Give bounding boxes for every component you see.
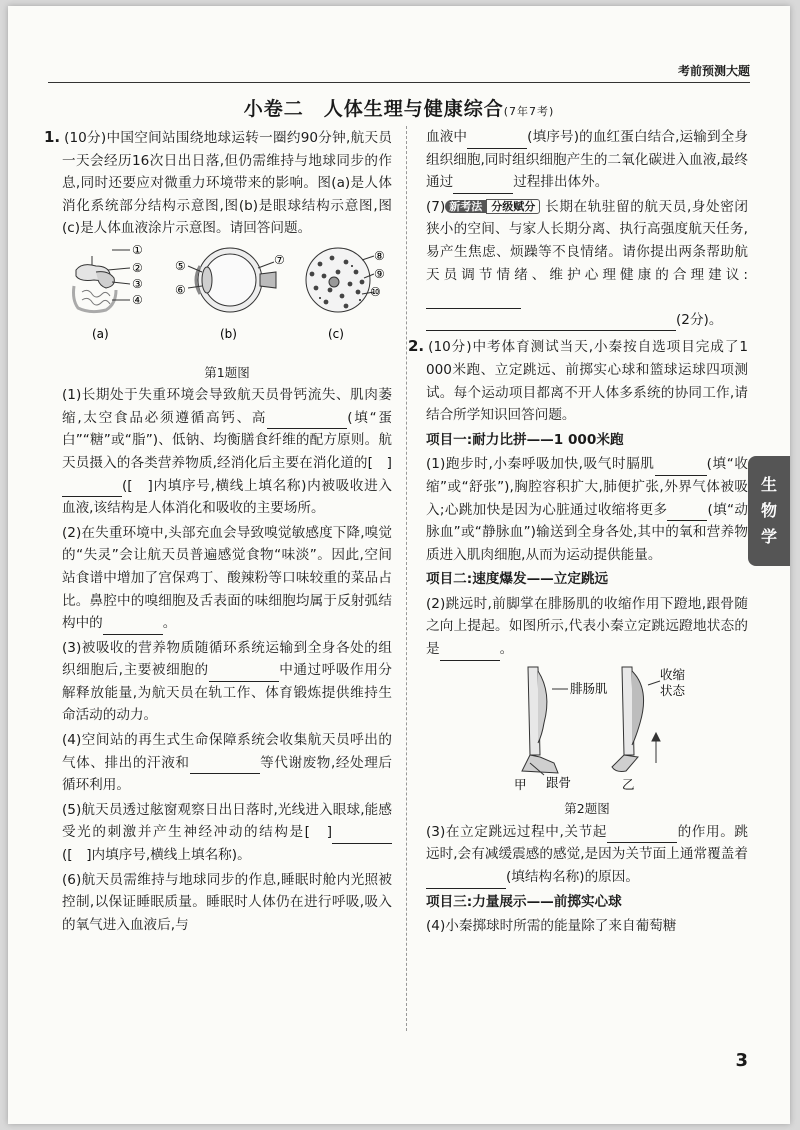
left-column: [44, 126, 392, 938]
fig-label-3: ③: [132, 276, 143, 291]
blank[interactable]: [667, 504, 707, 521]
q1-part1: (1)长期处于失重环境会导致航天员骨钙流失、肌肉萎缩,太空食品必须遵循高钙、高 (填“蛋白”“糖”或“脂”)、低钠、均衡膳食纤维的配方原则。航天员摄入的各类营养物质,经消化后主要在消化道的[ ]([ ]内填序号,横线上填名称)内被吸收进入血液,该结构是人体消化和吸收的主要场所。: [62, 387, 392, 517]
q2-figure-svg: [426, 663, 748, 791]
q1-part6: (6)航天员需维持与地球同步的作息,睡眠时舱内光照被控制,以保证睡眠质量。睡眠时人体仍在进行呼吸,吸入的氧气进入血液后,与: [62, 871, 392, 933]
blank[interactable]: [655, 459, 707, 476]
blank[interactable]: [267, 412, 307, 429]
q2-part3: (3)在立定跳远过程中,关节起 的作用。跳远时,会有减缓震感的感觉,是因为关节面上通常覆盖着(填结构名称)的原因。: [426, 821, 748, 889]
blank[interactable]: [190, 757, 260, 774]
q1-figure-caption: 第1题图: [204, 364, 250, 380]
column-divider: [406, 126, 407, 1031]
blank[interactable]: [103, 618, 163, 635]
leg-yi-diagram: [612, 667, 660, 772]
q1-figure: [62, 242, 392, 384]
q1-part2: (2)在失重环境中,头部充血会导致嗅觉敏感度下降,嗅觉的“失灵”会让航天员普遍感觉食物“味淡”。因此,空间站食谱中增加了宫保鸡丁、酸辣粉等口味较重的菜品占比。鼻腔中的嗅细胞及舌表面的味细胞均属于反射弧结构中的 。: [62, 522, 392, 635]
q2-project3-heading: 项目三:力量展示——前掷实心球: [426, 893, 622, 910]
subject-tab: [748, 456, 790, 566]
blood-smear-diagram: [306, 248, 374, 312]
blank[interactable]: [453, 177, 513, 194]
contract-label-2: 状态: [660, 682, 686, 698]
title-note: (7年7考): [503, 105, 555, 118]
subject-char: 学: [760, 527, 777, 546]
fig-label-6: ⑥: [175, 282, 186, 297]
q2-part4: (4)小秦掷球时所需的能量除了来自葡萄糖: [426, 918, 677, 935]
subject-char: 物: [760, 501, 777, 520]
page-number: 3: [735, 1050, 748, 1071]
heel-label: 跟骨: [546, 774, 572, 790]
page-sheet: [8, 6, 790, 1124]
fig-sub-c: (c): [328, 326, 344, 341]
q2-part1: (1)跑步时,小秦呼吸加快,吸气时膈肌 (填“收缩”或“舒张”),胸腔容积扩大,肺便扩张,外界气体被吸入;心跳加快是因为心脏通过收缩将更多 (填“动脉血”或“静脉血”)输送到全身各处,其中的氧和营养物质进入肌肉细胞,从而为运动提供能量。: [426, 456, 748, 563]
fig-label-4: ④: [132, 292, 143, 307]
q2-figure-caption: 第2题图: [564, 801, 610, 817]
contract-label-1: 收缩: [660, 666, 686, 682]
q1-part3: (3)被吸收的营养物质随循环系统运输到全身各处的组织细胞后,主要被细胞的 中通过呼吸作用分解释放能量,为航天员在轨工作、体育锻炼提供维持生命活动的动力。: [62, 639, 392, 724]
fig-label-10: ⑩: [370, 284, 381, 299]
q1-part4: (4)空间站的再生式生命保障系统会收集航天员呼出的气体、排出的汗液和 等代谢废物,经处理后循环利用。: [62, 732, 392, 794]
digestive-system-diagram: [74, 250, 131, 312]
blank[interactable]: [307, 412, 347, 429]
fig-label-2: ②: [132, 260, 143, 275]
fig-label-9: ⑨: [374, 266, 385, 281]
q1-part5: (5)航天员透过舷窗观察日出日落时,光线进入眼球,能感受光的刺激并产生神经冲动的结构是[ ]([ ]内填序号,横线上填名称)。: [62, 801, 392, 864]
leg-jia-label: 甲: [514, 776, 527, 791]
fig-sub-b: (b): [220, 326, 237, 341]
blank[interactable]: [332, 827, 392, 844]
header-rule: [48, 82, 750, 83]
eyeball-diagram: [188, 248, 276, 312]
fig-label-5: ⑤: [175, 258, 186, 273]
q2-stem: 2. (10分)中考体育测试当天,小秦按自选项目完成了1 000米跑、立定跳远、前掷实心球和篮球运球四项测试。每个运动项目都离不开人体多系统的协同工作,请结合所学知识回答问题。: [408, 337, 748, 424]
q2-figure: [426, 663, 748, 821]
q1-part6-cont: 血液中 (填序号)的血红蛋白结合,运输到全身组织细胞,同时组织细胞产生的二氧化碳进入血液,最终通过 过程排出体外。: [426, 126, 748, 194]
fig-label-8: ⑧: [374, 248, 385, 263]
blank[interactable]: [607, 826, 677, 843]
fig-label-7: ⑦: [274, 252, 285, 267]
right-column: [408, 126, 749, 940]
leg-jia-diagram: [522, 667, 568, 775]
blank[interactable]: [209, 665, 279, 682]
q2-number: 2.: [408, 337, 425, 356]
q1-number: 1.: [44, 128, 61, 146]
new-method-badge: 新考法 分级赋分: [445, 199, 540, 215]
q1-figure-svg: [62, 242, 392, 354]
answer-line[interactable]: [426, 314, 676, 331]
q1-part7: (7) 新考法 分级赋分 长期在轨驻留的航天员,身处密闭狭小的空间、与家人长期分离、执行高强度航天任务,易产生焦虑、烦躁等不良情绪。请你提出两条帮助航天员调节情绪、维护心理健康的合理建议: (2分)。: [426, 196, 748, 332]
leg-yi-label: 乙: [622, 776, 635, 791]
subject-char: 生: [760, 475, 777, 494]
blank[interactable]: [467, 132, 527, 149]
header-label: 考前预测大题: [677, 64, 750, 78]
q2-project2-heading: 项目二:速度爆发——立定跳远: [426, 571, 609, 588]
blank[interactable]: [62, 480, 122, 497]
q2-part2: (2)跳远时,前脚掌在腓肠肌的收缩作用下蹬地,跟骨随之向上提起。如图所示,代表小秦立定跳远蹬地状态的是 。: [426, 593, 748, 661]
fig-sub-a: (a): [92, 326, 109, 341]
page-title: 小卷二 人体生理与健康综合(7年7考): [243, 98, 555, 120]
blank[interactable]: [426, 292, 521, 309]
blank[interactable]: [440, 644, 500, 661]
fig-label-1: ①: [132, 242, 143, 257]
q2-project1-heading: 项目一:耐力比拼——1 000米跑: [426, 431, 624, 448]
blank[interactable]: [426, 872, 506, 889]
muscle-label: 腓肠肌: [570, 680, 608, 696]
q1-stem: 1. (10分)中国空间站围绕地球运转一圈约90分钟,航天员一天会经历16次日出日落,但仍需维持与地球同步的作息,同时还要应对微重力环境带来的影响。图(a)是人体消化系统部分结构示意图,图(b)是眼球结构示意图,图(c)是人体血液涂片示意图。请回答问题。: [44, 128, 392, 237]
